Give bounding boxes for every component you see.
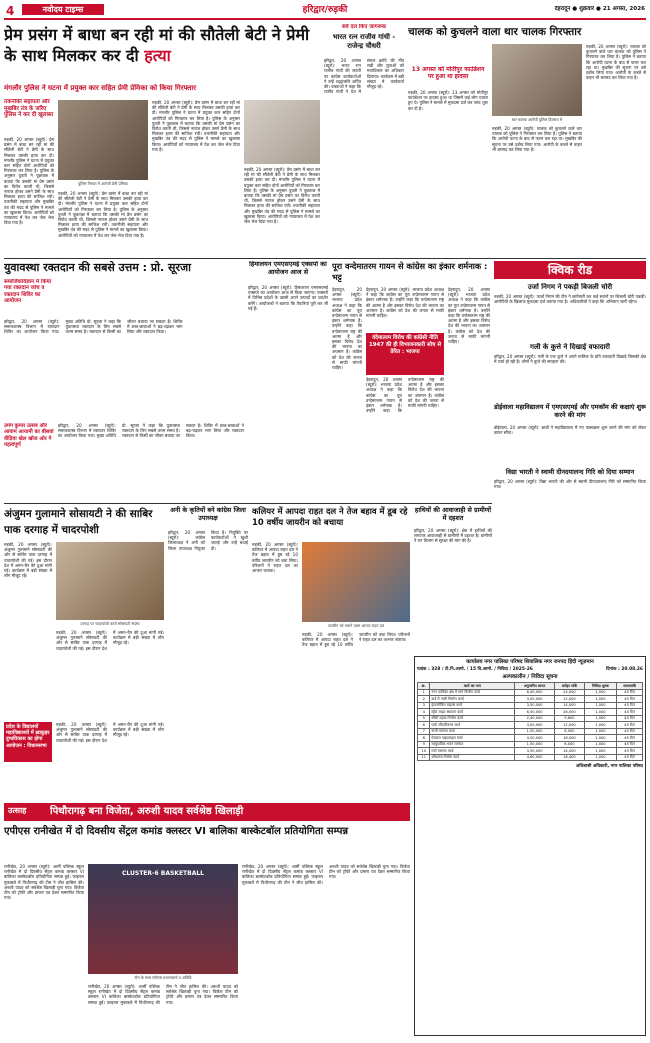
ani-body: हरिद्वार, 20 अगस्त (ब्यूरो): कांग्रेस जिलाध्यक्ष ने अनी को जिला उपाध्यक्ष नियुक्त किया है। नियुक्ति पर कार्यकर्ताओं ने खुशी जताई और उन्हें बधाई दी। (168, 530, 248, 551)
tender-cell: स्ट्रीट लाइट स्थापना कार्य (430, 709, 515, 715)
thar-story (408, 24, 646, 256)
thar-headline: चालक को कुचलने वाला थार चालक गिरफ्तार (408, 26, 582, 38)
section-name: हरिद्वार/रुड़की (302, 5, 348, 15)
tender-col-header: क्र. (418, 683, 430, 689)
sarvadal-kicker: सर्व दल किए जागरूक (341, 24, 387, 30)
lead-headline-text: प्रेम प्रसंग में बाधा बन रही मां की सौतेली बेटी ने प्रेमी के साथ मिलकर कर दी (4, 25, 310, 65)
tender-cell: 45 दिन (617, 696, 643, 702)
tender-cell: 26,000 (555, 709, 585, 715)
thar-body-1: रुड़की, 20 अगस्त (ब्यूरो): चालक को कुचलने वाले थार चालक को पुलिस ने गिरफ्तार कर लिया है। पुलिस ने बताया कि आरोपी घटना के बाद से फरार चल रहा था। मुखबिर की सूचना पर उसे दबोच लिया गया। आरोपी के कब्जे से वाहन भी बरामद कर लिया गया है। (492, 126, 582, 152)
sports-banner-headline: पिथौरागढ़ बना विजेता, अरुशी यादव सर्वश्रेष्ठ खिलाड़ी (50, 806, 244, 817)
tender-cell: 45 दिन (617, 741, 643, 747)
sports-story (4, 824, 410, 1038)
tender-table (417, 682, 643, 761)
lead-story (4, 24, 320, 256)
kaliyar-photo (302, 542, 410, 622)
tender-cell: 18,400 (555, 754, 585, 760)
lead-subhead: मंगलौर पुलिस ने घटना में प्रयुक्त कार सहित प्रेमी प्रेमिका को किया गिरफ्तार (4, 84, 197, 92)
sports-photo-label: CLUSTER-6 BASKETBALL (121, 870, 204, 877)
vandematram-body-3: देहरादून, 20 अगस्त (ब्यूरो): भाजपा प्रदेश अध्यक्ष ने कहा कि कांग्रेस का पूरा वन्देमातरम गायन से इंकार शर्मनाक है। उन्होंने कहा कि वन्देमातरम राष्ट्र की आत्मा है और इसका विरोध देश की भावना का अपमान है। कांग्रेस को देश की जनता से माफी मांगनी चाहिए। (366, 377, 444, 414)
tender-cell: 45 दिन (617, 702, 643, 708)
hnb-body: हरिद्वार, 20 अगस्त (ब्यूरो): हिमालयन एमएसएमई एक्सपो का आयोजन आज से किया जाएगा। एक्सपो में विभिन्न प्रदेशों के उद्यमी अपने उत्पादों का प्रदर्शन करेंगे। आयोजकों ने बताया कि तैयारियां पूरी कर ली गई हैं। (248, 285, 328, 311)
kaliyar-body-1: रुड़की, 20 अगस्त (ब्यूरो): कलियर में आपदा राहत दल ने तेज बहाव में डूब रहे 10 वर्षीय जायरीन को बचा लिया। परिजनों ने राहत दल का आभार जताया। (252, 542, 298, 574)
lead-photo-2 (244, 100, 320, 164)
tender-cell: 4,60,000 (515, 754, 555, 760)
tender-cell: 1 (418, 689, 430, 695)
lead-body-col1: रुड़की, 20 अगस्त (ब्यूरो): प्रेम प्रसंग में बाधा बन रही मां की सौतेली बेटी ने प्रेमी के साथ मिलकर उसकी हत्या कर दी। मंगलौर पुलिस ने घटना में प्रयुक्त कार सहित दोनों आरोपियों को गिरफ्तार कर लिया है। पुलिस के अनुसार युवती ने पूछताछ में बताया कि उसकी मां प्रेम प्रसंग का विरोध करती थी, जिससे नाराज होकर उसने प्रेमी के साथ मिलकर हत्या की साजिश रची। तकनीकी सहायता और मुखबिर तंत्र की मदद से पुलिस ने मामले का खुलासा किया। आरोपियों को न्यायालय में पेश कर जेल भेज दिया गया है। (4, 137, 54, 226)
tender-cell: 3,00,000 (515, 722, 555, 728)
tender-col-header: अनुमानित लागत (515, 683, 555, 689)
tender-cell: 1,000 (584, 702, 616, 708)
tender-cell: 9,600 (555, 715, 585, 721)
tender-cell: 12,000 (555, 722, 585, 728)
tender-cell: 1,000 (584, 709, 616, 715)
lead-headline (4, 24, 320, 82)
tender-cell: 1,000 (584, 722, 616, 728)
ani-story (168, 506, 248, 800)
tender-notice-label: अल्पकालीन / निविदा सूचना (502, 673, 558, 680)
vandematram-highlight: वंदेमातरम विरोध की कांग्रेसी नीति 1947 की ही विभाजनकारी सोच से प्रेरित : भाजपा (366, 333, 444, 375)
tender-cell: 1,000 (584, 735, 616, 741)
elephant-headline: हाथियों की आवाजाही से ग्रामीणों में दहशत (414, 506, 492, 522)
tender-notice (414, 656, 646, 1036)
tender-cell: 1,50,000 (515, 741, 555, 747)
tender-cell: 45 दिन (617, 754, 643, 760)
sports-banner (4, 803, 410, 821)
anjuman-body-2: रुड़की, 20 अगस्त (ब्यूरो): अंजुमन गुलामाने सोसायटी की ओर से साबिर पाक दरगाह में चादरपोशी की गई। इस दौरान देश में अमन-चैन की दुआ मांगी गई। कार्यक्रम में बड़ी संख्या में लोग मौजूद रहे। (56, 630, 164, 651)
tender-cell: नगर पालिका क्षेत्र में मार्ग निर्माण कार्य (430, 689, 515, 695)
youth-promo: उमंग कुमार उत्सव और आयाम आयामी का बीसवां वीडिया खेल खोज ओर गे महत्वपूर्ण (4, 423, 54, 449)
quick-item-1-body: रुड़की, 20 अगस्त (ब्यूरो): ऊर्जा निगम की टीम ने छापेमारी कर कई स्थानों पर बिजली चोरी पकड़ी। आरोपियों के खिलाफ मुकदमा दर्ज कराया गया है। अधिकारियों ने कहा कि अभियान जारी रहेगा। (494, 294, 646, 305)
tender-cell: वार्ड में नाली निर्माण कार्य (430, 696, 515, 702)
tender-cell: 14,000 (555, 702, 585, 708)
sarvadal-body: हरिद्वार, 20 अगस्त (ब्यूरो): भारत रत्न राजीव गांधी की जयंती पर कांग्रेस कार्यकर्ताओं ने उन्हें श्रद्धांजलि अर्पित की। वक्ताओं ने कहा कि राजीव गांधी ने देश में संचार क्रांति की नींव रखी और युवाओं को मताधिकार का अधिकार दिलाया। कार्यक्रम में बड़ी संख्या में कार्यकर्ता मौजूद रहे। (324, 58, 404, 95)
anjuman-headline: अंजुमन गुलामाने सोसायटी ने की साबिर पाक दरगाह में चादरपोशी (4, 508, 153, 536)
tender-cell: 24,000 (555, 689, 585, 695)
edition-date: देहरादून ● शुक्रवार ● 21 अगस्त, 2026 (554, 6, 645, 12)
tender-cell: 1,50,000 (515, 728, 555, 734)
tender-cell: 45 दिन (617, 722, 643, 728)
tender-cell: पेयजल पाइपलाइन कार्य (430, 735, 515, 741)
tender-cell: 45 दिन (617, 748, 643, 754)
tender-cell: 7 (418, 728, 430, 734)
tender-cell: इंटरलॉकिंग टाइल्स कार्य (430, 702, 515, 708)
tender-cell: 1,000 (584, 748, 616, 754)
lead-body-col4: रुड़की, 20 अगस्त (ब्यूरो): प्रेम प्रसंग में बाधा बन रही मां की सौतेली बेटी ने प्रेमी के साथ मिलकर उसकी हत्या कर दी। मंगलौर पुलिस ने घटना में प्रयुक्त कार सहित दोनों आरोपियों को गिरफ्तार कर लिया है। पुलिस के अनुसार युवती ने पूछताछ में बताया कि उसकी मां प्रेम प्रसंग का विरोध करती थी, जिससे नाराज होकर उसने प्रेमी के साथ मिलकर हत्या की साजिश रची। तकनीकी सहायता और मुखबिर तंत्र की मदद से पुलिस ने मामले का खुलासा किया। आरोपियों को न्यायालय में पेश कर जेल भेज दिया गया है। (244, 167, 320, 225)
ani-headline: अनी के कृतियों बने कांग्रेस जिला उपाध्यक्ष (170, 506, 246, 522)
quick-item-3-headline: डोईवाला महाविद्यालय में एमएसएमई और एमकॉम की कक्षाएं शुरू करने की मांग (494, 403, 646, 419)
kaliyar-body-2: रुड़की, 20 अगस्त (ब्यूरो): कलियर में आपदा राहत दल ने तेज बहाव में डूब रहे 10 वर्षीय जायरीन को बचा लिया। परिजनों ने राहत दल का आभार जताया। (302, 632, 410, 648)
tender-cell: 8 (418, 735, 430, 741)
tender-cell: नाली मरम्मत कार्य (430, 728, 515, 734)
aug13-headline: 13 अगस्त को मोतीपुर फाउंडेशन पर हुआ था हादसा (411, 66, 485, 81)
quick-read-title: क्विक रीड (494, 261, 646, 279)
elephant-body: हरिद्वार, 20 अगस्त (ब्यूरो): क्षेत्र में हाथियों की लगातार आवाजाही से ग्रामीणों में दहशत है। ग्रामीणों ने वन विभाग से सुरक्षा की मांग की है। (414, 528, 492, 544)
tender-cell: मार्ग मरम्मत कार्य (430, 748, 515, 754)
thar-photo-caption: थार चालक आरोपी पुलिस हिरासत में (511, 117, 563, 122)
tender-cell: 1,000 (584, 754, 616, 760)
quick-item-3-body: डोईवाला, 20 अगस्त (ब्यूरो): छात्रों ने महाविद्यालय में नए पाठ्यक्रम शुरू करने की मांग को लेकर ज्ञापन सौंपा। (494, 425, 646, 436)
anjuman-body-3: रुड़की, 20 अगस्त (ब्यूरो): अंजुमन गुलामाने सोसायटी की ओर से साबिर पाक दरगाह में चादरपोशी की गई। इस दौरान देश में अमन-चैन की दुआ मांगी गई। कार्यक्रम में बड़ी संख्या में लोग मौजूद रहे। (56, 722, 164, 743)
tender-cell: 6,50,000 (515, 709, 555, 715)
aug13-body: रुड़की, 20 अगस्त (ब्यूरो): 13 अगस्त को मोतीपुर फाउंडेशन पर हादसा हुआ था जिसमें कई लोग घायल हुए थे। पुलिस ने मामले में मुकदमा दर्ज कर जांच शुरू कर दी है। (408, 90, 488, 111)
tender-cell: 3,00,000 (515, 696, 555, 702)
thar-body-2: रुड़की, 20 अगस्त (ब्यूरो): चालक को कुचलने वाले थार चालक को पुलिस ने गिरफ्तार कर लिया है। पुलिस ने बताया कि आरोपी घटना के बाद से फरार चल रहा था। मुखबिर की सूचना पर उसे दबोच लिया गया। आरोपी के कब्जे से वाहन भी बरामद कर लिया गया है। (586, 44, 646, 81)
tender-cell: 45 दिन (617, 728, 643, 734)
tender-cell: 45 दिन (617, 715, 643, 721)
masthead-logo: नवोदय टाइम्स (22, 4, 104, 15)
tender-col-header: धरोहर राशि (555, 683, 585, 689)
tender-cell: 6,000 (555, 741, 585, 747)
tender-row (418, 754, 643, 760)
youth-body-lower: हरिद्वार, 20 अगस्त (ब्यूरो): समाजशास्त्र विभाग में रक्तदान शिविर का आयोजन किया गया। मुख्य अतिथि प्रो. सूरजा ने कहा कि युवावस्था रक्तदान के लिए सबसे उत्तम समय है। रक्तदान से किसी का जीवन बचाया जा सकता है। शिविर में छात्र-छात्राओं ने बढ़-चढ़कर भाग लिया और रक्तदान किया। (58, 423, 244, 439)
anjuman-promo: प्रदेश के विद्यालयों महाविद्यालयों में ख़ाकुहर दुग्धविकास का होगा आयोजन : विधानसभा (4, 722, 52, 762)
tender-cell: 1,000 (584, 728, 616, 734)
quick-item-1-headline: उर्जा निगम ने पकड़ी बिजली चोरी (527, 283, 613, 291)
youth-headline: युवावस्था रक्तदान की सबसे उत्तम : प्रो. सूरजा (4, 261, 191, 274)
tender-dated: दिनांक : 20.08.26 (606, 667, 643, 673)
tender-cell: 6,00,000 (515, 689, 555, 695)
quick-item-2-body: हरिद्वार, 20 अगस्त (ब्यूरो): गली के एक कुत्ते ने अपने मालिक के प्रति वफादारी दिखाई जिसकी क्षेत्र में चर्चा हो रही है। लोगों ने कुत्ते की सराहना की। (494, 354, 646, 365)
quick-read (494, 261, 646, 537)
lead-side-headline: तकनीकी सहायता और मुखबिर तंत्र के जरिए पुलिस ने कर दी खुलासा (4, 99, 54, 119)
vandematram-body-1: देहरादून, 20 अगस्त (ब्यूरो): भाजपा प्रदेश अध्यक्ष ने कहा कि कांग्रेस का पूरा वन्देमातरम गायन से इंकार शर्मनाक है। उन्होंने कहा कि वन्देमातरम राष्ट्र की आत्मा है और इसका विरोध देश की भावना का अपमान है। कांग्रेस को देश की जनता से माफी मांगनी चाहिए। (332, 287, 362, 371)
lead-photo (58, 100, 148, 180)
tender-cell: 45 दिन (617, 689, 643, 695)
tender-title: कार्यालय नगर पालिका परिषद शिवालिक नगर जनपद हिंदी न्यूज़मान (466, 659, 594, 665)
tender-cell: 12,000 (555, 696, 585, 702)
tender-cell: 5 (418, 715, 430, 721)
tender-cell: 4,50,000 (515, 735, 555, 741)
anjuman-photo (56, 542, 164, 620)
tender-cell: 1,000 (584, 689, 616, 695)
anjuman-story (4, 506, 164, 800)
hnb-headline: हिमालयन एमएसएमई एक्सपो का आयोजन आज से (249, 261, 327, 276)
hnb-story (248, 261, 328, 501)
anjuman-body-1: रुड़की, 20 अगस्त (ब्यूरो): अंजुमन गुलामाने सोसायटी की ओर से साबिर पाक दरगाह में चादरपोशी की गई। इस दौरान देश में अमन-चैन की दुआ मांगी गई। कार्यक्रम में बड़ी संख्या में लोग मौजूद रहे। (4, 542, 52, 579)
kaliyar-story (252, 506, 410, 800)
tender-cell: 18,000 (555, 735, 585, 741)
sports-body-2: रानीखेत, 20 अगस्त (ब्यूरो): आर्मी पब्लिक स्कूल रानीखेत में दो दिवसीय सेंट्रल कमांड क्लस्टर VI बालिका बास्केटबॉल प्रतियोगिता सम्पन्न हुई। फाइनल मुकाबले में पिथौरागढ़ की टीम ने जीत हासिल की। अरुशी यादव को सर्वश्रेष्ठ खिलाड़ी चुना गया। विजेता टीम को ट्रॉफी और प्रमाण पत्र देकर सम्मानित किया गया। (88, 984, 238, 1005)
tender-cell: 11 (418, 754, 430, 760)
vandematram-body-2: देहरादून, 20 अगस्त (ब्यूरो): भाजपा प्रदेश अध्यक्ष ने कहा कि कांग्रेस का पूरा वन्देमातरम गायन से इंकार शर्मनाक है। उन्होंने कहा कि वन्देमातरम राष्ट्र की आत्मा है और इसका विरोध देश की भावना का अपमान है। कांग्रेस को देश की जनता से माफी मांगनी चाहिए। (366, 287, 444, 319)
row-divider-1 (4, 258, 646, 259)
anjuman-photo-caption: दरगाह पर चादरपोशी करते सोसायटी सदस्य (80, 621, 140, 626)
tender-cell: 6 (418, 722, 430, 728)
lead-photo-caption: पुलिस गिरफ्त में आरोपी प्रेमी प्रेमिका (78, 181, 128, 186)
youth-body: हरिद्वार, 20 अगस्त (ब्यूरो): समाजशास्त्र विभाग में रक्तदान शिविर का आयोजन किया गया। मुख्य अतिथि प्रो. सूरजा ने कहा कि युवावस्था रक्तदान के लिए सबसे उत्तम समय है। रक्तदान से किसी का जीवन बचाया जा सकता है। शिविर में छात्र-छात्राओं ने बढ़-चढ़कर भाग लिया और रक्तदान किया। (4, 319, 183, 335)
tender-cell: 3,50,000 (515, 702, 555, 708)
vandematram-headline: पूरा वन्देमातरम गायन से कांग्रेस का इंकार शर्मनाक : भट्ट (332, 261, 488, 282)
youth-story (4, 261, 244, 501)
tender-cell: 2,40,000 (515, 715, 555, 721)
tender-col-header: कार्य का नाम (430, 683, 515, 689)
tender-cell: 4 (418, 709, 430, 715)
quick-item-4-body: हरिद्वार, 20 अगस्त (ब्यूरो): विद्या भारती की ओर से स्वामी दीनदयालन्द गिरि को सम्मानित किया गया। (494, 479, 646, 490)
tender-col-header: समयावधि (617, 683, 643, 689)
lead-body-col3: रुड़की, 20 अगस्त (ब्यूरो): प्रेम प्रसंग में बाधा बन रही मां की सौतेली बेटी ने प्रेमी के साथ मिलकर उसकी हत्या कर दी। मंगलौर पुलिस ने घटना में प्रयुक्त कार सहित दोनों आरोपियों को गिरफ्तार कर लिया है। पुलिस के अनुसार युवती ने पूछताछ में बताया कि उसकी मां प्रेम प्रसंग का विरोध करती थी, जिससे नाराज होकर उसने प्रेमी के साथ मिलकर हत्या की साजिश रची। तकनीकी सहायता और मुखबिर तंत्र की मदद से पुलिस ने मामले का खुलासा किया। आरोपियों को न्यायालय में पेश कर जेल भेज दिया गया है। (152, 100, 240, 152)
tender-cell: 10 (418, 748, 430, 754)
thar-photo (492, 44, 582, 116)
quick-item-2-headline: गली के कुत्ते ने दिखाई वफादारी (530, 343, 610, 351)
sports-body-1: रानीखेत, 20 अगस्त (ब्यूरो): आर्मी पब्लिक स्कूल रानीखेत में दो दिवसीय सेंट्रल कमांड क्लस्टर VI बालिका बास्केटबॉल प्रतियोगिता सम्पन्न हुई। फाइनल मुकाबले में पिथौरागढ़ की टीम ने जीत हासिल की। अरुशी यादव को सर्वश्रेष्ठ खिलाड़ी चुना गया। विजेता टीम को ट्रॉफी और प्रमाण पत्र देकर सम्मानित किया गया। (4, 864, 84, 901)
tender-cell: 3 (418, 702, 430, 708)
sports-kicker: उत्साह (8, 806, 27, 815)
tender-col-header: निविदा शुल्क (584, 683, 616, 689)
tender-cell: शौचालय निर्माण कार्य (430, 754, 515, 760)
youth-side-headline: समाजिकविज्ञान में किया गया रक्तदान जांच व रक्तदान शिविर का आयोजन (4, 279, 52, 305)
tender-cell: 6,000 (555, 728, 585, 734)
tender-cell: 3,50,000 (515, 748, 555, 754)
elephant-story (414, 506, 492, 656)
tender-cell: 1,000 (584, 741, 616, 747)
sports-headline: एपीएस रानीखेत में दो दिवसीय सेंट्रल कमांड क्लस्टर VI बालिका बास्केटबॉल प्रतियोगिता सम्पन्न (4, 826, 349, 837)
row-divider-2 (4, 503, 492, 504)
vandematram-story (332, 261, 490, 501)
lead-headline-red: हत्या (144, 46, 171, 65)
quick-item-4-headline: विद्या भारती ने स्वामी दीनदयालन्द गिरि को दिया सम्मान (505, 468, 635, 476)
sports-photo-caption: टीम के साथ एपीएस प्रधानाचार्य व अतिथि (134, 975, 192, 980)
masthead-rule (4, 18, 646, 20)
vandematram-body-4: देहरादून, 20 अगस्त (ब्यूरो): भाजपा प्रदेश अध्यक्ष ने कहा कि कांग्रेस का पूरा वन्देमातरम गायन से इंकार शर्मनाक है। उन्होंने कहा कि वन्देमातरम राष्ट्र की आत्मा है और इसका विरोध देश की भावना का अपमान है। कांग्रेस को देश की जनता से माफी मांगनी चाहिए। (448, 287, 490, 345)
lead-body-col2: रुड़की, 20 अगस्त (ब्यूरो): प्रेम प्रसंग में बाधा बन रही मां की सौतेली बेटी ने प्रेमी के साथ मिलकर उसकी हत्या कर दी। मंगलौर पुलिस ने घटना में प्रयुक्त कार सहित दोनों आरोपियों को गिरफ्तार कर लिया है। पुलिस के अनुसार युवती ने पूछताछ में बताया कि उसकी मां प्रेम प्रसंग का विरोध करती थी, जिससे नाराज होकर उसने प्रेमी के साथ मिलकर हत्या की साजिश रची। तकनीकी सहायता और मुखबिर तंत्र की मदद से पुलिस ने मामले का खुलासा किया। आरोपियों को न्यायालय में पेश कर जेल भेज दिया गया है। (58, 191, 148, 238)
tender-cell: 14,000 (555, 748, 585, 754)
tender-cell: सामुदायिक भवन मरम्मत (430, 741, 515, 747)
tender-cell: 9 (418, 741, 430, 747)
sarvadal-story (324, 24, 404, 256)
tender-cell: 45 दिन (617, 735, 643, 741)
sarvadal-headline: भारत रत्न राजीव गांधी - राजेन्द्र चौधरी (332, 33, 396, 50)
tender-cell: 45 दिन (617, 709, 643, 715)
sports-body-3: रानीखेत, 20 अगस्त (ब्यूरो): आर्मी पब्लिक स्कूल रानीखेत में दो दिवसीय सेंट्रल कमांड क्लस्टर VI बालिका बास्केटबॉल प्रतियोगिता सम्पन्न हुई। फाइनल मुकाबले में पिथौरागढ़ की टीम ने जीत हासिल की। अरुशी यादव को सर्वश्रेष्ठ खिलाड़ी चुना गया। विजेता टीम को ट्रॉफी और प्रमाण पत्र देकर सम्मानित किया गया। (242, 864, 410, 885)
tender-ref: पत्रांक : 328 / टी.नि.आमो. / 15 वि.आमो. / निविदा / 2025-26 (417, 667, 533, 673)
page-number: 4 (6, 4, 15, 17)
tender-cell: 1,000 (584, 715, 616, 721)
kaliyar-photo-caption: जायरीन को बचाने वाला आपदा राहत दल (327, 623, 385, 628)
kaliyar-headline: कलियर में आपदा राहत दल ने तेज बहाव में डूब रहे 10 वर्षीय जायरीन को बचाया (252, 506, 408, 527)
tender-cell: पार्क सौंदर्यीकरण कार्य (430, 722, 515, 728)
tender-cell: सीसी सड़क निर्माण कार्य (430, 715, 515, 721)
tender-cell: 2 (418, 696, 430, 702)
sports-photo (88, 864, 238, 974)
masthead (0, 0, 650, 20)
tender-cell: 1,000 (584, 696, 616, 702)
tender-footer: अधिशासी अधिकारी, नगर पालिका परिषद (575, 764, 643, 770)
